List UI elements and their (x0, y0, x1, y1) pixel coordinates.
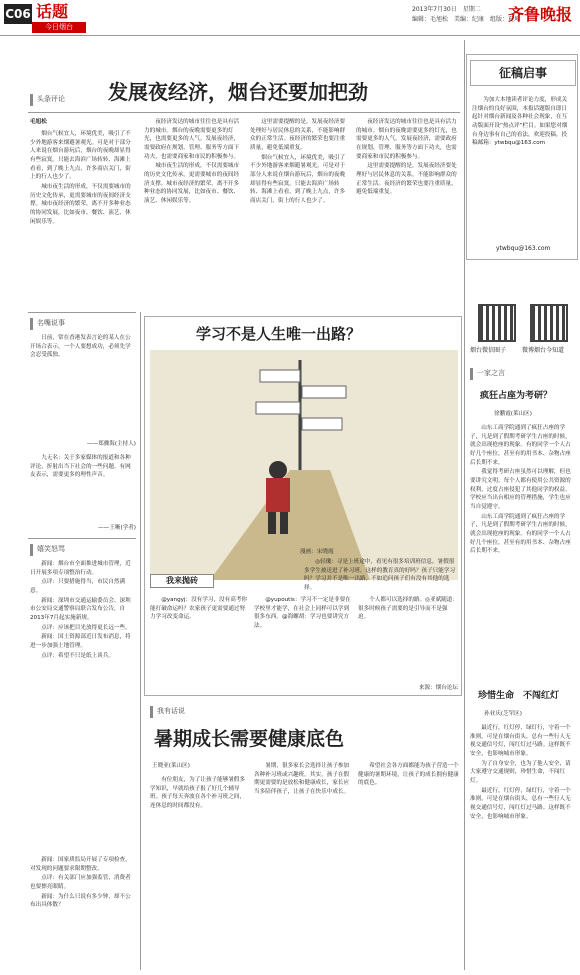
right-article2-paragraph: 最近行，红灯停，绿灯行，守着一个准则。可是在烟台街头，总有一些行人无视交通信号灯，闯红灯过马路。这样既不安全，也影响城市形象。 (470, 787, 571, 820)
left-rule (28, 312, 136, 313)
header-rule (0, 35, 580, 36)
feature-intro-text: ◎轻瓊：寻是上班途中，看见有很多培训班信息，暑假很多学生被送进了补习班。这样的教育真的好吗？孩子只能学习吗？学习并不是唯一出路，不如追问孩子们有没有其他的选择。 (304, 559, 456, 591)
left-bottom-paragraph: 新闻：国家质监局开展了专项检查，对发现的问题要求限期整改。 (30, 857, 131, 872)
left-signature-1: ——郑骤海(主持人) (86, 441, 136, 447)
right-article2-paragraph: 为了自身安全，也为了他人安全，请大家遵守交通规则，珍惜生命，不闯红灯。 (470, 760, 571, 784)
bottom-paragraph: 有位朋友，为了让孩子能够暑假多学知识，早就给孩子报了好几个辅导班。孩子每天奔波在各个补习班之间，连休息的时间都没有。 (150, 777, 246, 809)
notice-email[interactable]: ytwbqu@163.com (496, 245, 551, 252)
feature-col-b (254, 596, 352, 694)
bottom-paragraph: 暑期，很多家长会选择让孩子参加各种补习班或兴趣班。其实，孩子在假期更需要的是放松和健康成长，家长应当多陪伴孩子，让孩子在快乐中成长。 (254, 763, 350, 795)
left-bottom-body (30, 856, 136, 972)
left-column2-paragraph: 新闻：国土资源部近日发布消息，将进一步加强土地管理。 (30, 634, 131, 649)
lead-paragraph: 城市夜生活的形成，不仅需要城市的历史文化传承，更需要城市的夜间经济支撑。城市夜经济的繁荣，离不开多种业态的协同发展，比如夜市、餐饮、演艺、休闲娱乐等。 (30, 183, 131, 225)
qr-left-label: 烟台微信圈子 (470, 347, 507, 354)
left-column1-paragraph: 九无名：关于多家媒体的报道和各种评论，折射出当下社会的一些问题。有网友表示，需要更多的理性声音。 (30, 455, 131, 479)
column-divider (464, 40, 465, 970)
column-divider (140, 312, 141, 970)
bottom-author: 王晓亚(莱山区) (152, 763, 190, 769)
subsection-tag: 今日烟台 (32, 22, 86, 33)
left-column2-body (30, 560, 136, 850)
lead-col-3 (250, 118, 350, 308)
left-column2-paragraph: 点评：只要措施得当，市民自然满意。 (30, 579, 126, 594)
right-article1-paragraph: 我觉得考研占座虽然可以理解，但也要讲究文明。每个人都有使用公共资源的权利，过度占座侵犯了其他同学的权益。学校应当出台相应的管理措施，学生也应当自觉遵守。 (470, 469, 571, 510)
right-article1-paragraph: 山东工商学院通到了疯狂占座的学子，凡是到了假期考研学生占座的时候，就会出现抢座的现象。有的同学一个人占好几个座位，甚至有的用书本、杂物占座后长期不来。 (470, 513, 571, 555)
lead-paragraph: 烟台气候宜人，环境优美，吸引了不少外地游客来烟避暑观光。可是对于部分人来说在烟台游玩后，烟台的夜晚却显得有些寂寞。只能去海滨广场转转、海滩上看看，到了晚上九点，许多商店关门，街上的行人也少了。 (30, 131, 131, 181)
qr-code-left[interactable] (478, 304, 516, 342)
left-bottom-paragraph: 点评：有关部门应加强监管，消费者也要擦亮眼睛。 (30, 875, 131, 890)
cartoon-caption: 漫画：宋晓霞 (300, 549, 334, 555)
right-article2-title: 珍惜生命 不闯红灯 (478, 691, 560, 701)
left-column2-paragraph: 新闻：深圳市交通运输委员会、深圳市公安局交通警察局联合发布公告，自2013年7月起实施新规。 (30, 597, 131, 621)
lead-paragraph: 这里需要提醒的是，发展夜经济要处理好与居民休息的关系，不能影响群众的正常生活。夜经济的繁荣也要注重质量，避免低端重复。 (250, 119, 346, 151)
lead-author: 毛旭松 (30, 119, 47, 125)
date-line: 2013年7月30日 星期二 (412, 6, 481, 13)
left-column2-paragraph: 新闻：烟台市全面推进城市管理，近日开展多项专项整治行动。 (30, 561, 131, 576)
lead-paragraph: 这里需要提醒的是，发展夜经济要处理好与居民休息的关系，不能影响群众的正常生活。夜经济的繁荣也要注重质量，避免低端重复。 (356, 163, 457, 196)
section-title: 话题 (36, 2, 69, 21)
page-code: C06 (4, 4, 32, 24)
cartoon-illustration (150, 350, 458, 580)
feature-title: 学习不是人生唯一出路？ (196, 325, 362, 343)
right-article2-author: 孙业庆(芝罘区) (484, 711, 522, 717)
bottom-column-label: 我有话说 (150, 706, 210, 718)
lead-col-2 (144, 118, 244, 308)
bottom-col-2 (254, 762, 352, 970)
lead-paragraph: 夜经济发达的城市往往也是具有活力的城市。烟台的夜晚需要更多的灯光，也需要更多的人气。发展夜经济，需要政府在规划、管理、服务等方面下功夫，也需要商家和市民的积极参与。 (144, 119, 240, 160)
page-header (0, 0, 580, 36)
bottom-paragraph: 希望社会各方面都能为孩子营造一个健康的暑期环境，让孩子的成长拥有健康的底色。 (358, 763, 459, 787)
notice-title: 征稿启事 (470, 60, 576, 86)
bottom-headline: 暑期成长需要健康底色 (154, 728, 345, 750)
feature-intro (304, 558, 458, 594)
lead-col-4 (356, 118, 460, 308)
left-column2-label: 嬉笑怒骂 (30, 544, 90, 556)
lead-paragraph: 烟台气候宜人，环境优美，吸引了不少外地游客来烟避暑观光。可是对于部分人来说在烟台游玩后，烟台的夜晚却显得有些寂寞。只能去海滨广场转转、海滩上看看，到了晚上九点，许多商店关门，街上的行人也少了。 (250, 154, 346, 204)
left-column1-body-2 (30, 454, 136, 520)
feature-col-a (150, 596, 248, 694)
left-signature-2: ——王晰(学者) (98, 525, 136, 531)
right-article1-paragraph: 山东工商学院通到了疯狂占座的学子，凡是到了假期考研学生占座的时候，就会出现抢座的现象。有的同学一个人占好几个座位，甚至有的用书本、杂物占座后长期不来。 (470, 425, 571, 466)
family-column-label: 一家之言 (470, 368, 530, 380)
left-column2-paragraph: 点评：希望不只是纸上谈兵。 (41, 652, 114, 659)
feature-comment: @yangyj：没有学习，没有高考你能打破命运吗？农家孩子更需要通过努力学习改变命运。 (150, 597, 248, 621)
left-column2-paragraph: 点评：应该把目光放得更长远一些。 (41, 624, 131, 631)
left-column1-paragraph: 日前，常在香港发表言论的某人在公开场合表示，一个人要想成功，必须先学会忍受孤独。 (30, 335, 131, 359)
newspaper-logo: 齐鲁晚报 (508, 5, 573, 24)
feature-tag: 我来抛砖 (150, 574, 214, 588)
column-label: 头条评论 (30, 94, 90, 106)
right-article1-author: 徐鹏霞(莱山区) (494, 411, 532, 417)
feature-comment: @yupoutis：学习不一定是非要在学校里才能学，在社会上同样可以学到很多东西。@海螺胡：学习也要讲究方法。 (254, 597, 351, 629)
main-headline: 发展夜经济，烟台还要加把劲 (108, 80, 368, 104)
right-article2-paragraph: 最近行，红灯停，绿灯行，守着一个准则。可是在烟台街头，总有一些行人无视交通信号灯，闯红灯过马路。这样既不安全，也影响城市形象。 (470, 725, 571, 757)
left-rule (28, 538, 136, 539)
qr-right-label: 微博烟台今知道 (522, 347, 565, 354)
left-column1-body (30, 334, 136, 434)
bottom-col-1 (150, 776, 248, 970)
bottom-col-3 (358, 762, 460, 970)
lead-paragraph: 夜经济发达的城市往往也是具有活力的城市。烟台的夜晚需要更多的灯光，也需要更多的人气。发展夜经济，需要政府在规划、管理、服务等方面下功夫，也需要商家和市民的积极参与。 (356, 119, 457, 160)
notice-body (472, 96, 572, 246)
editor-line: 编辑：毛旭松 美编：纪康 组版：夏坤 (412, 16, 521, 23)
right-article2-body (470, 724, 576, 970)
left-bottom-paragraph: 新闻：为什么只说有多少钟，却不公布出具体数？ (30, 893, 131, 909)
qr-code-right[interactable] (530, 304, 568, 342)
right-article1-title: 疯狂占座为考研？ (480, 391, 553, 401)
feature-comment: 个人都可以选择的路。◎亚斌随道：很多时候孩子需要的是引导而不是强迫。 (358, 597, 458, 621)
left-column1-label: 名嘴说事 (30, 318, 90, 330)
feature-source: 来源：烟台论坛 (418, 685, 458, 691)
right-article1-body (470, 424, 576, 680)
lead-col-1 (30, 130, 136, 308)
feature-col-c (358, 596, 458, 682)
headline-rule (28, 112, 460, 113)
notice-text: 为加大本地读者评论力度，形成关注烟台的良好氛围，本报话题版自即日起针对烟台新闻及各种社会现象，在互动版面开设“热点评”栏目。如果您对烟台身边事有自己的看法，欢迎投稿。投稿邮箱：ytwbqu@163.com (472, 97, 568, 147)
lead-paragraph: 城市夜生活的形成，不仅需要城市的历史文化传承，更需要城市的夜间经济支撑。城市夜经济的繁荣，离不开多种业态的协同发展，比如夜市、餐饮、演艺、休闲娱乐等。 (144, 163, 240, 204)
